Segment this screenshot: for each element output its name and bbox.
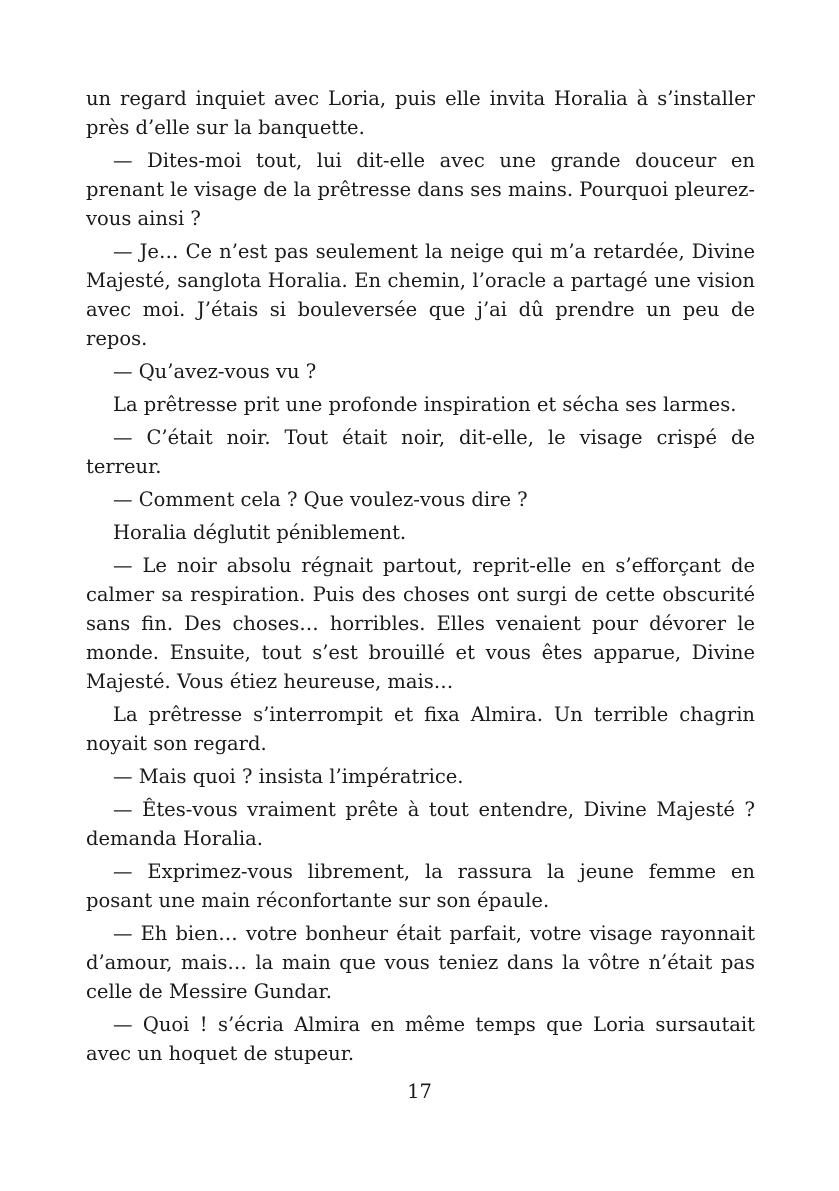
paragraph: — Le noir absolu régnait partout, reprit-elle en s’efforçant de calmer sa respiration. Puis des choses ont surgi de cette obscurité sans fin. Des choses… horribles. Elles venaient pour dévorer le monde. Ensuite, tout s’est brouillé et vous êtes apparue, Divine Majesté. Vous étiez heureuse, mais… [86,554,755,693]
paragraph: — Qu’avez-vous vu ? [113,360,317,383]
paragraph: — Comment cela ? Que voulez-vous dire ? [113,488,528,511]
paragraph: — Eh bien… votre bonheur était parfait, votre visage rayonnait d’amour, mais… la main que vous teniez dans la vôtre n’était pas celle de Messire Gundar. [86,922,755,1003]
paragraph: — Mais quoi ? insista l’impératrice. [113,765,464,788]
paragraph: La prêtresse prit une profonde inspiration et sécha ses larmes. [113,393,737,416]
paragraph: — Exprimez-vous librement, la rassura la jeune femme en posant une main réconfortante sur son épaule. [86,860,755,912]
paragraph: — C’était noir. Tout était noir, dit-elle, le visage crispé de terreur. [86,426,755,478]
paragraph: La prêtresse s’interrompit et fixa Almira. Un terrible chagrin noyait son regard. [86,703,755,755]
paragraph: un regard inquiet avec Loria, puis elle invita Horalia à s’installer près d’elle sur la banquette. [86,87,755,139]
paragraph: — Je… Ce n’est pas seulement la neige qui m’a retardée, Divine Majesté, sanglota Horalia. En chemin, l’oracle a partagé une vision avec moi. J’étais si bouleversée que j’ai dû prendre un peu de repos. [86,240,755,350]
book-page-body [86,84,755,1072]
paragraph: — Dites-moi tout, lui dit-elle avec une grande douceur en prenant le visage de la prêtresse dans ses mains. Pourquoi pleurez-vous ainsi ? [86,149,755,230]
paragraph: — Quoi ! s’écria Almira en même temps que Loria sursautait avec un hoquet de stupeur. [86,1013,755,1065]
page-number: 17 [407,1080,432,1103]
paragraph: — Êtes-vous vraiment prête à tout entendre, Divine Majesté ? demanda Horalia. [86,798,755,850]
paragraph: Horalia déglutit péniblement. [113,521,407,544]
